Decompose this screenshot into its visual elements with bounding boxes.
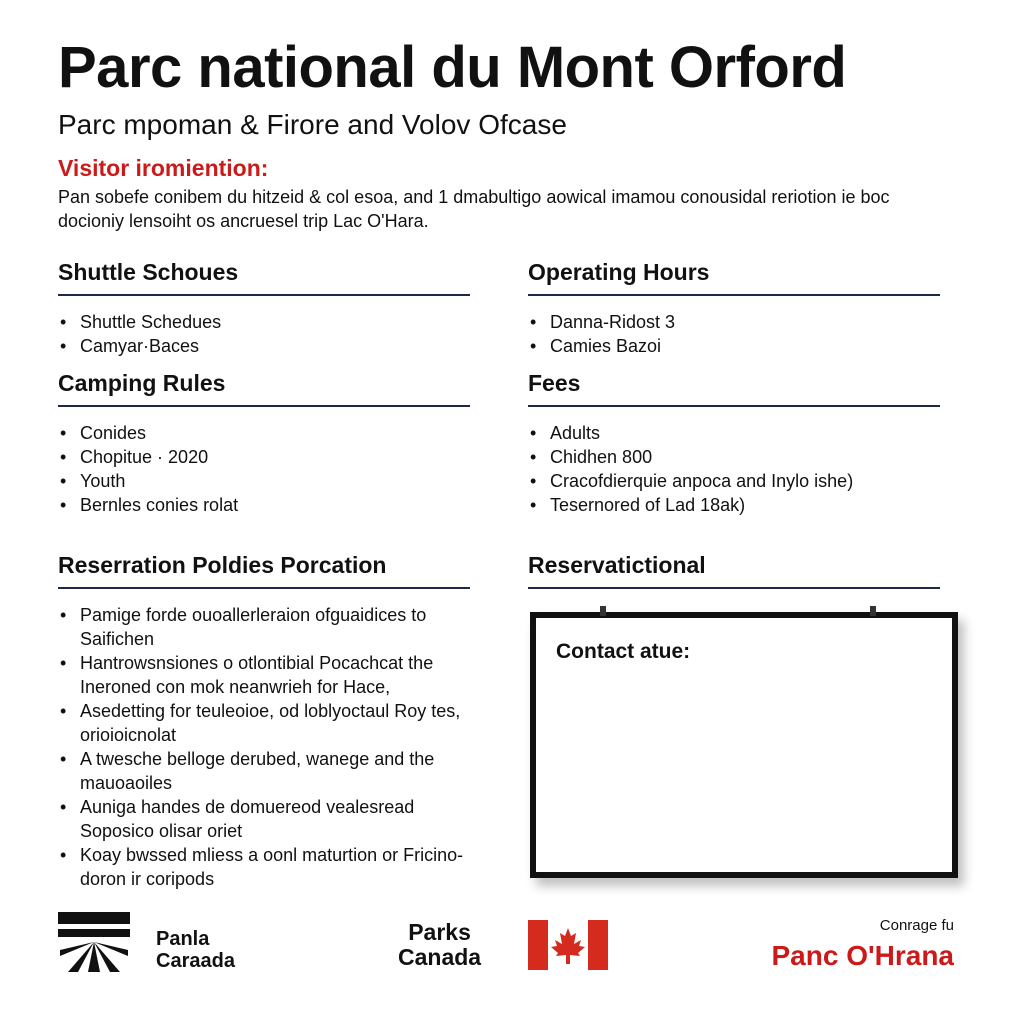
- operating-hours-section: [528, 258, 940, 358]
- list-item: • Tesernored of Lad 18ak): [528, 493, 940, 517]
- list-item: • Camyar·Baces: [58, 334, 470, 358]
- list-item: • Hantrowsnsiones o otlontibial Pocachcat the Ineroned con mok neanwrieh for Hace,: [58, 651, 470, 699]
- list-item: • A twesche belloge derubed, wanege and the mauoaoiles: [58, 747, 470, 795]
- section-heading: Reserration Poldies Porcation: [58, 551, 470, 589]
- left-logo-line: Caraada: [156, 950, 235, 972]
- section-heading: Camping Rules: [58, 369, 470, 407]
- wordmark-line: Canada: [398, 944, 482, 970]
- shuttle-list: [58, 310, 470, 358]
- section-heading: Reservatictional: [528, 551, 940, 589]
- camping-rules-list: [58, 421, 470, 517]
- list-item: • Pamige forde ouoallerleraion ofguaidices to Saifichen: [58, 603, 470, 651]
- parks-canada-logo-icon: [58, 912, 130, 972]
- list-item: • Youth: [58, 469, 470, 493]
- parks-canada-wordmark: [398, 920, 481, 970]
- section-heading: Shuttle Schoues: [58, 258, 470, 296]
- left-logo-line: Panla: [156, 928, 210, 950]
- visitor-information-heading: Visitor iromiention:: [58, 155, 269, 181]
- left-logo-wordmark: [156, 928, 235, 972]
- list-item: • Shuttle Schedues: [58, 310, 470, 334]
- wordmark-line: Parks: [408, 919, 471, 945]
- fees-section: [528, 369, 940, 517]
- contact-board: [530, 612, 958, 878]
- reservation-policies-list: [58, 603, 470, 891]
- list-item: • Camies Bazoi: [528, 334, 940, 358]
- page-subtitle: Parc mpoman & Firore and Volov Ofcase: [58, 109, 567, 140]
- list-item: • Adults: [528, 421, 940, 445]
- hours-list: [528, 310, 940, 358]
- footer-caption: Conrage fu: [879, 917, 954, 934]
- footer-park-name: Panc O'Hrana: [771, 940, 954, 971]
- page-title: Parc national du Mont Orford: [58, 35, 847, 100]
- camping-rules-section: [58, 369, 470, 517]
- list-item: • Chidhen 800: [528, 445, 940, 469]
- section-heading: Operating Hours: [528, 258, 940, 296]
- reservational-section: [528, 551, 940, 589]
- contact-label: Contact atue:: [556, 640, 691, 663]
- list-item: • Koay bwssed mliess a oonl maturtion or Fricino-doron ir coripods: [58, 843, 470, 891]
- list-item: • Cracofdierquie anpoca and Inylo ishe): [528, 469, 940, 493]
- fees-list: [528, 421, 940, 517]
- list-item: • Bernles conies rolat: [58, 493, 470, 517]
- shuttle-section: [58, 258, 470, 358]
- intro-paragraph: Pan sobefe conibem du hitzeid & col esoa, and 1 dmabultigo aowical imamou conousidal reriotion ie boc docioniy lensoiht os ancruesel trip Lac O'Hara.: [58, 187, 890, 231]
- canadian-flag-icon: [528, 920, 608, 970]
- pin-icon: [870, 606, 876, 616]
- pin-icon: [600, 606, 606, 616]
- list-item: • Danna-Ridost 3: [528, 310, 940, 334]
- section-heading: Fees: [528, 369, 940, 407]
- reservation-policies-section: [58, 551, 470, 891]
- list-item: • Chopitue · 2020: [58, 445, 470, 469]
- list-item: • Conides: [58, 421, 470, 445]
- list-item: • Auniga handes de domuereod vealesread Soposico olisar oriet: [58, 795, 470, 843]
- list-item: • Asedetting for teuleoioe, od loblyoctaul Roy tes, orioioicnolat: [58, 699, 470, 747]
